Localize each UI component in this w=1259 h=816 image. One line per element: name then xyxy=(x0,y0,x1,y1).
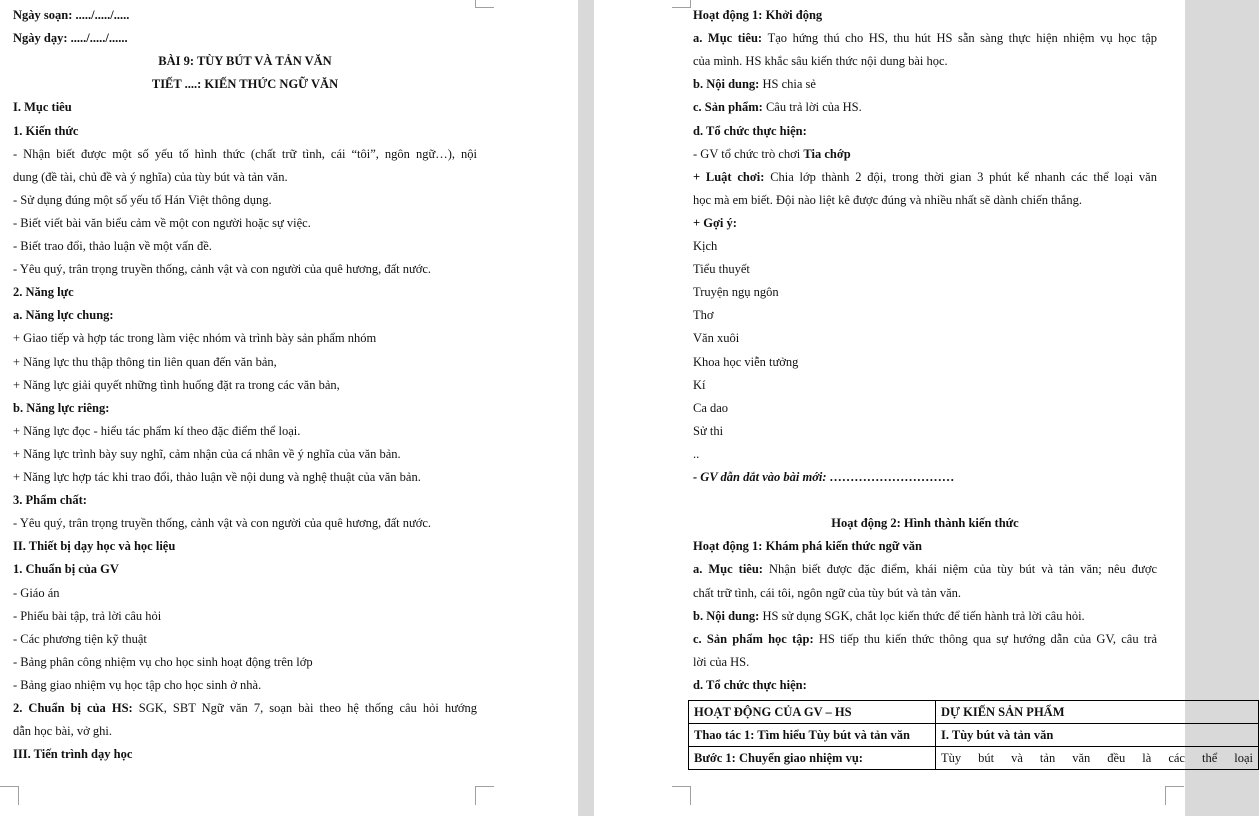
text-line: Thơ xyxy=(693,308,714,323)
text-line: - Biết viết bài văn biểu cảm về một con người hoặc sự việc. xyxy=(13,215,311,230)
text-line: 2. Năng lực xyxy=(13,285,74,300)
text-line: Tiểu thuyết xyxy=(693,262,750,277)
table-row xyxy=(689,747,1259,770)
text-line: - Giáo án xyxy=(13,585,60,600)
lesson-plan-table xyxy=(688,700,1259,770)
text-line: Kí xyxy=(693,377,706,392)
text-line xyxy=(693,170,1157,184)
text-line: + Năng lực thu thập thông tin liên quan đến văn bản, xyxy=(13,354,277,369)
text-line: - GV dẫn dắt vào bài mới: ………………………… xyxy=(693,470,955,484)
table-cell: Bước 1: Chuyển giao nhiệm vụ: xyxy=(689,747,936,770)
text-line: - Yêu quý, trân trọng truyền thống, cảnh vật và con người của quê hương, đất nước. xyxy=(13,516,432,531)
text-line: + Năng lực đọc - hiểu tác phẩm kí theo đặc điểm thể loại. xyxy=(13,423,301,438)
bold-label: b. Nội dung: xyxy=(693,77,763,92)
text-line: a. Năng lực chung: xyxy=(13,308,114,323)
bold-label: a. Mục tiêu: xyxy=(693,31,768,46)
text-line xyxy=(693,31,1157,45)
crop-mark xyxy=(475,0,494,8)
text-line: BÀI 9: TÙY BÚT VÀ TẢN VĂN xyxy=(158,54,332,69)
text-line: Sử thi xyxy=(693,423,724,438)
text-line xyxy=(13,701,477,715)
bold-label: c. Sản phẩm học tập: xyxy=(693,631,819,646)
text-line: Ngày soạn: ...../...../..... xyxy=(13,8,130,22)
table-cell: Tùy bút và tản văn đều là các thể loại xyxy=(936,747,1259,770)
text-line: Kịch xyxy=(693,239,718,253)
bold-label: 2. Chuẩn bị của HS: xyxy=(13,701,133,715)
text-line: III. Tiến trình dạy học xyxy=(13,747,133,762)
text-line: TIẾT ....: KIẾN THỨC NGỮ VĂN xyxy=(151,77,339,92)
text-line: Hoạt động 1: Khởi động xyxy=(693,8,823,22)
text-line: - Nhận biết được một số yếu tố hình thức (chất trữ tình, cái “tôi”, ngôn ngữ…), nội xyxy=(13,146,477,161)
text-line: của mình. HS khắc sâu kiến thức nội dung bài học. xyxy=(693,54,948,69)
document-page-right xyxy=(594,0,1253,816)
table-cell: Thao tác 1: Tìm hiểu Tùy bút và tản văn xyxy=(689,724,936,747)
table-cell: I. Tùy bút và tản văn xyxy=(936,724,1259,747)
text-line: học mà em biết. Đội nào liệt kê được đúng và nhiều nhất sẽ dành chiến thắng. xyxy=(693,192,1082,207)
text-line: + Năng lực trình bày suy nghĩ, cảm nhận của cá nhân về ý nghĩa của văn bản. xyxy=(13,446,401,461)
text-line: - Các phương tiện kỹ thuật xyxy=(13,631,147,646)
line-text: SGK, SBT Ngữ văn 7, soạn bài theo hệ thống câu hỏi hướng xyxy=(132,701,477,715)
text-line: 3. Phẩm chất: xyxy=(13,493,87,508)
text-line: + Gợi ý: xyxy=(693,215,737,230)
text-line xyxy=(693,100,1157,114)
line-text: Tạo hứng thú cho HS, thu hút HS sẵn sàng thực hiện nhiệm vụ học tập xyxy=(767,31,1157,46)
text-line xyxy=(693,632,1157,646)
text-line: - Sử dụng đúng một số yếu tố Hán Việt thông dụng. xyxy=(13,192,272,207)
bold-label: b. Nội dung: xyxy=(693,608,763,623)
text-line: Khoa học viễn tưởng xyxy=(693,354,799,369)
text-line xyxy=(693,147,1157,161)
text-line: b. Năng lực riêng: xyxy=(13,400,110,415)
text-line: Hoạt động 2: Hình thành kiến thức xyxy=(831,516,1019,531)
text-line: - Biết trao đổi, thảo luận về một vấn đề. xyxy=(13,239,212,253)
bold-label: c. Sản phẩm: xyxy=(693,100,766,115)
text-line: Truyện ngụ ngôn xyxy=(693,285,779,300)
text-line xyxy=(693,562,1157,576)
crop-mark xyxy=(672,0,691,8)
text-line: - Yêu quý, trân trọng truyền thống, cảnh vật và con người của quê hương, đất nước. xyxy=(13,262,432,277)
text-line: chất trữ tình, cái tôi, ngôn ngữ của tùy bút và tản văn. xyxy=(693,585,961,600)
bold-term: Tia chớp xyxy=(803,146,851,161)
text-line: Ngày dạy: ...../...../...... xyxy=(13,31,128,46)
text-line: dẫn học bài, vở ghi. xyxy=(13,724,112,739)
text-line: dung (đề tài, chủ đề và ý nghĩa) của tùy bút và tản văn. xyxy=(13,169,288,184)
text-line: + Năng lực giải quyết những tình huống đặt ra trong các văn bản, xyxy=(13,377,340,392)
crop-mark xyxy=(672,786,691,805)
text-line: .. xyxy=(693,446,700,461)
text-line xyxy=(693,77,1157,91)
table-header-cell: HOẠT ĐỘNG CỦA GV – HS xyxy=(689,701,936,724)
text-line: lời của HS. xyxy=(693,654,750,669)
text-line: - Bảng giao nhiệm vụ học tập cho học sinh ở nhà. xyxy=(13,677,262,692)
text-line: d. Tổ chức thực hiện: xyxy=(693,123,807,138)
table-row xyxy=(689,724,1259,747)
text-line: d. Tổ chức thực hiện: xyxy=(693,677,807,692)
crop-mark xyxy=(1165,786,1184,805)
text-line: 1. Chuẩn bị của GV xyxy=(13,562,119,577)
line-text: HS sử dụng SGK, chắt lọc kiến thức để tiến hành trả lời câu hỏi. xyxy=(762,608,1085,623)
crop-mark xyxy=(0,786,19,805)
table-header-cell: DỰ KIẾN SẢN PHẨM xyxy=(936,701,1259,724)
text-line: Văn xuôi xyxy=(693,331,740,346)
text-line: - Phiếu bài tập, trả lời câu hỏi xyxy=(13,608,162,623)
line-text: Nhận biết được đặc điểm, khái niệm của tùy bút và tản văn; nêu được xyxy=(768,562,1157,577)
text-line xyxy=(693,609,1157,623)
document-page-left xyxy=(0,0,578,816)
bold-label: a. Mục tiêu: xyxy=(693,562,769,577)
text-line: 1. Kiến thức xyxy=(13,123,79,138)
line-text: Câu trả lời của HS. xyxy=(765,100,862,115)
crop-mark xyxy=(475,786,494,805)
text-line: + Giao tiếp và hợp tác trong làm việc nhóm và trình bày sản phẩm nhóm xyxy=(13,331,377,346)
text-line: Ca dao xyxy=(693,400,729,415)
text-line: II. Thiết bị dạy học và học liệu xyxy=(13,539,176,554)
table-header-row xyxy=(689,701,1259,724)
line-text: HS chia sẻ xyxy=(762,77,816,92)
line-text: - GV tổ chức trò chơi xyxy=(693,146,804,161)
text-line: + Năng lực hợp tác khi trao đổi, thảo luận về nội dung và nghệ thuật của văn bản. xyxy=(13,470,421,484)
line-text: Chia lớp thành 2 đội, trong thời gian 3 phút kể nhanh các thể loại văn xyxy=(770,169,1157,184)
line-text: HS tiếp thu kiến thức thông qua sự hướng dẫn của GV, câu trả xyxy=(818,631,1157,646)
bold-label: + Luật chơi: xyxy=(693,169,771,184)
text-line: I. Mục tiêu xyxy=(13,100,72,115)
text-line: - Bảng phân công nhiệm vụ cho học sinh hoạt động trên lớp xyxy=(13,654,313,669)
text-line: Hoạt động 1: Khám phá kiến thức ngữ văn xyxy=(693,539,922,554)
